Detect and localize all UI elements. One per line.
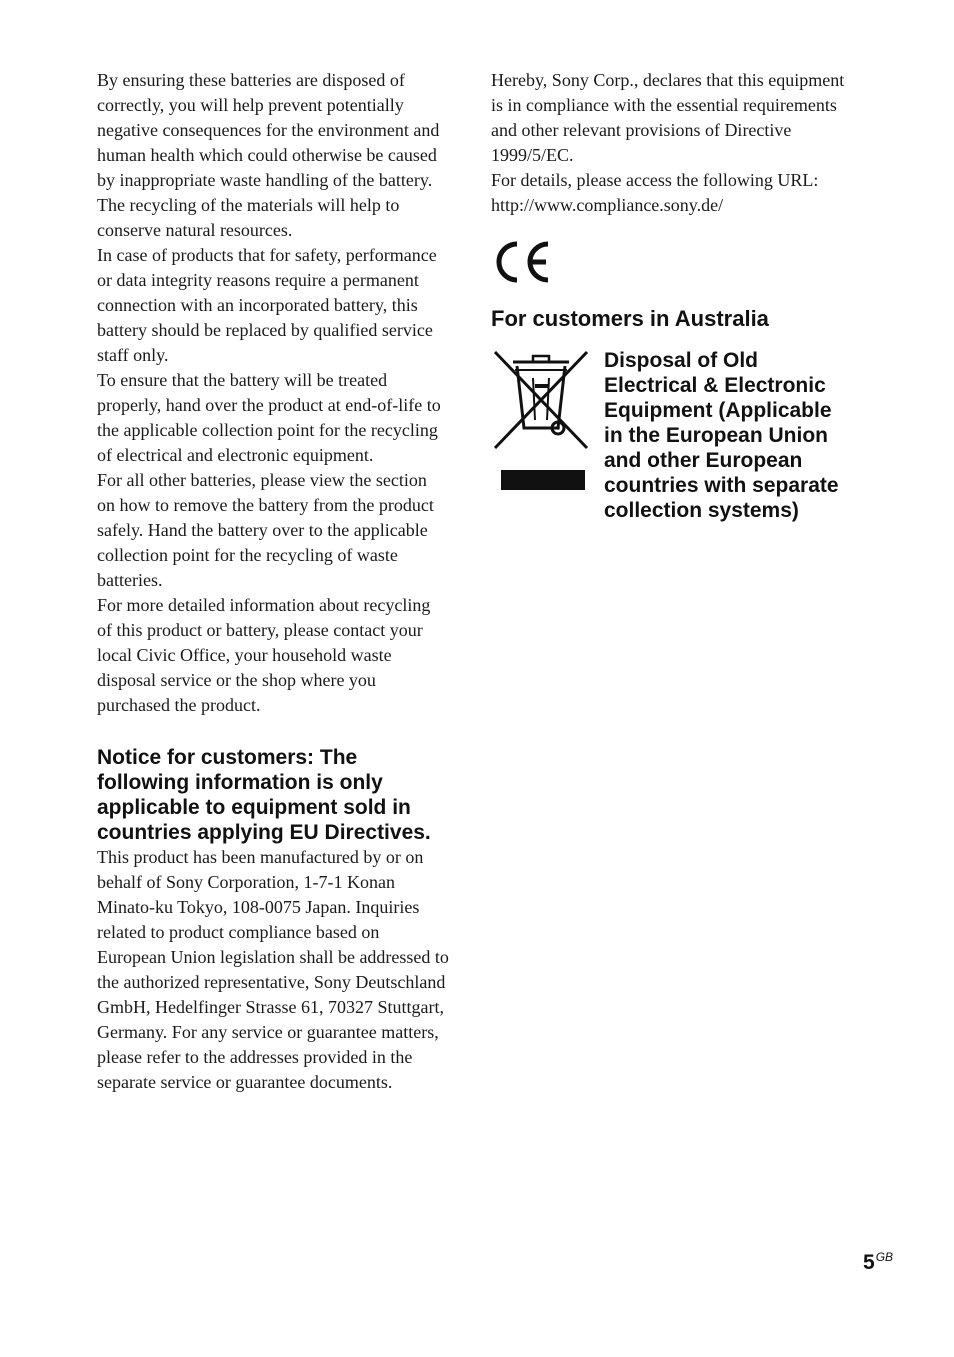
battery-treatment-paragraph: To ensure that the battery will be treated properly, hand over the product at end-of-life to the applicable collection point for the recycling of electrical and electronic equipment. (97, 370, 441, 465)
details-paragraph: For details, please access the following URL: (491, 170, 819, 190)
battery-disposal-paragraph: By ensuring these batteries are disposed of correctly, you will help prevent potentially negative consequences for the environment and human health which could otherwise be caused by inappropriate waste handling of the battery. The recycling of the materials will help to conserve natural resources. (97, 70, 440, 240)
battery-replacement-paragraph: In case of products that for safety, performance or data integrity reasons require a permanent connection with an incorporated battery, this battery should be replaced by qualified service staff only. (97, 245, 437, 365)
eu-notice-body: This product has been manufactured by or on behalf of Sony Corporation, 1-7-1 Konan Minato-ku Tokyo, 108-0075 Japan. Inquiries related to product compliance based on European Union legislation shall be addressed to the authorized representative, Sony Deutschland GmbH, Hedelfinger Strasse 61, 70327 Stuttgart, Germany. For any service or guarantee matters, please refer to the addresses provided in the separate service or guarantee documents. (97, 847, 449, 1092)
page-number (863, 1250, 893, 1275)
compliance-url[interactable]: http://www.compliance.sony.de/ (491, 195, 724, 215)
left-column (97, 68, 449, 1095)
australia-heading: For customers in Australia (491, 306, 769, 331)
eu-notice-heading: Notice for customers: The following information is only applicable to equipment sold in countries applying EU Directives. (97, 746, 431, 844)
right-column (491, 68, 851, 588)
weee-heading: Disposal of Old Electrical & Electronic Equipment (Applicable in the European Union and other European countries with separate collection systems) (604, 349, 839, 522)
ce-mark-icon (491, 238, 561, 288)
recycling-info-paragraph: For more detailed information about recycling of this product or battery, please contact your local Civic Office, your household waste disposal service or the shop where you purchased the product. (97, 595, 431, 715)
crossed-out-wheelie-bin-icon (491, 348, 591, 498)
other-batteries-paragraph: For all other batteries, please view the section on how to remove the battery from the product safely. Hand the battery over to the applicable collection point for the recycling of waste batteries. (97, 470, 434, 590)
page-number-value: 5 (863, 1251, 875, 1274)
weee-section (491, 348, 851, 588)
declaration-paragraph: Hereby, Sony Corp., declares that this equipment is in compliance with the essential requirements and other relevant provisions of Directive 1999/5/EC. (491, 70, 845, 165)
page-language-suffix: GB (875, 1250, 894, 1264)
